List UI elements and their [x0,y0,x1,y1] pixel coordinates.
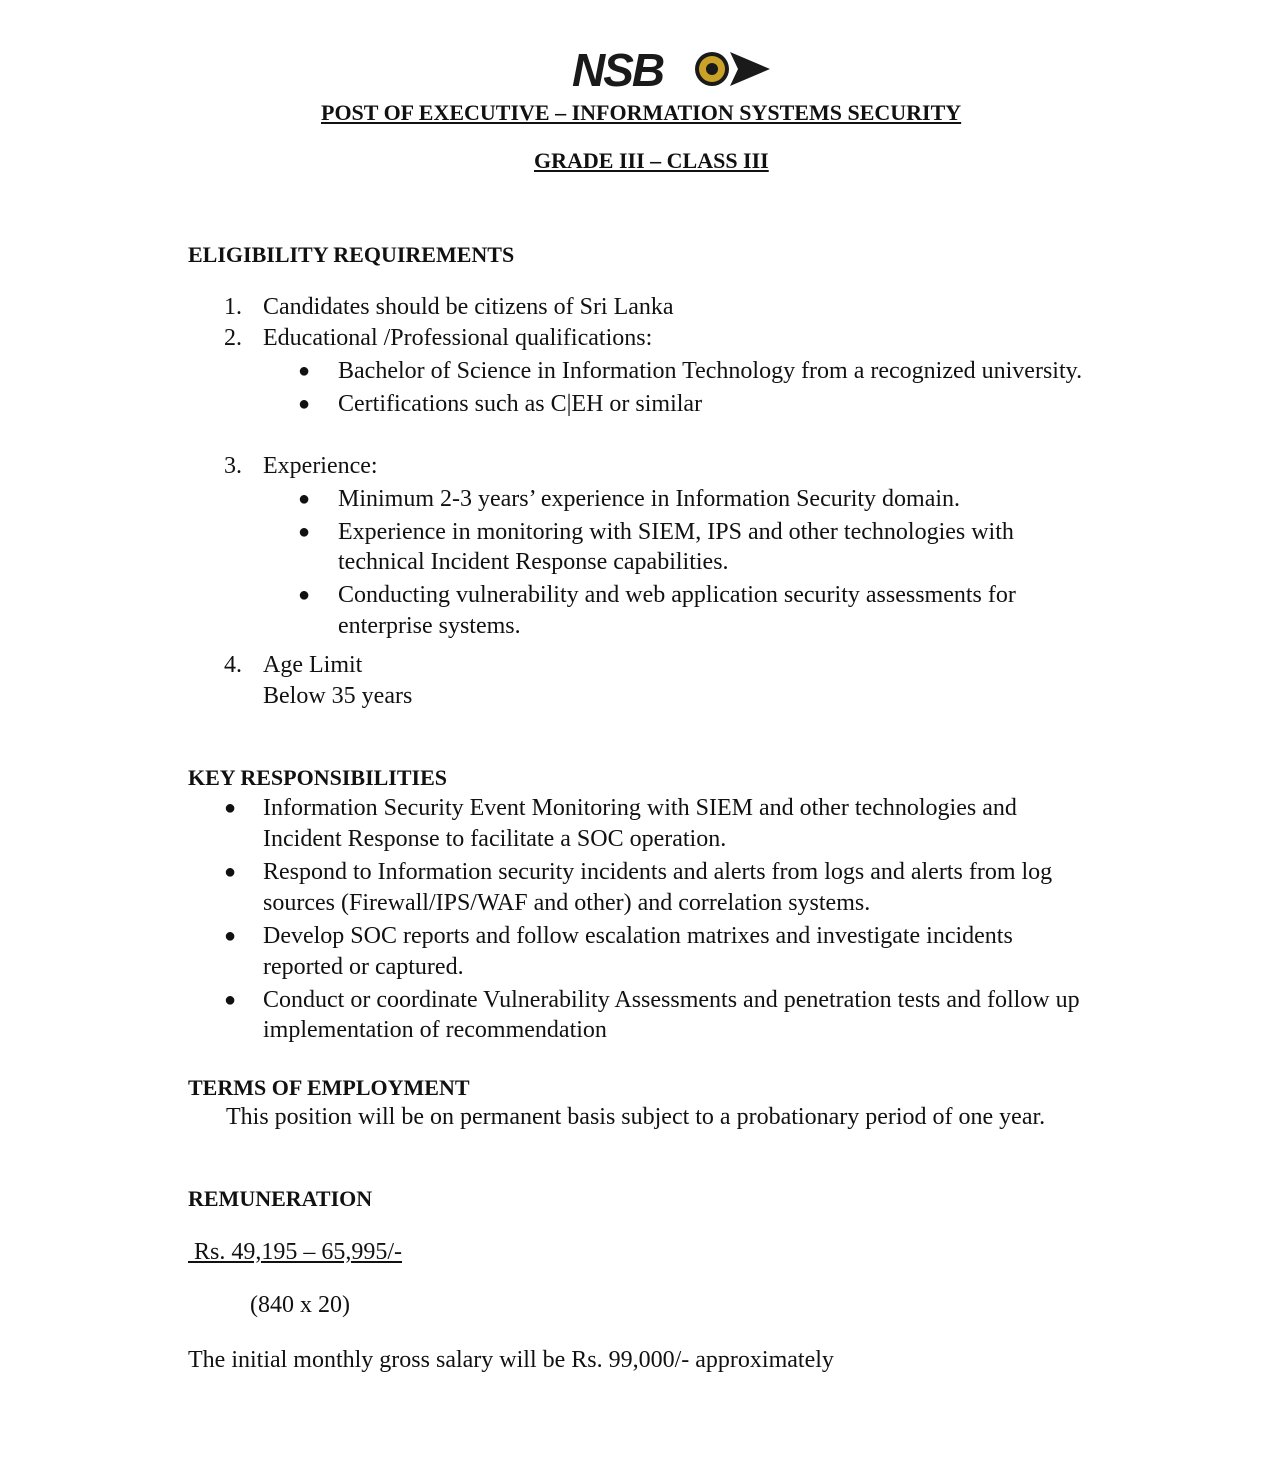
bullet: ● [224,861,237,883]
responsibility-item-cont: reported or captured. [263,954,464,980]
experience-item: Minimum 2-3 years’ experience in Information Security domain. [338,486,961,512]
bullet: ● [298,360,311,382]
nsb-logo [572,44,772,94]
item-number: 2. [224,325,242,351]
svg-text:NSB: NSB [572,44,664,94]
bullet: ● [298,521,311,543]
eligibility-heading: ELIGIBILITY REQUIREMENTS [188,242,515,267]
salary-increment: (840 x 20) [250,1292,350,1318]
item-number: 3. [224,453,242,479]
responsibility-item: Develop SOC reports and follow escalation matrixes and investigate incidents [263,923,1013,949]
terms-text: This position will be on permanent basis subject to a probationary period of one year. [226,1104,1046,1130]
bullet: ● [224,797,237,819]
remuneration-heading: REMUNERATION [188,1186,373,1211]
eligibility-item: Experience: [263,453,378,479]
eligibility-item: Age Limit [263,652,363,678]
salary-range: Rs. 49,195 – 65,995/- [188,1239,403,1265]
bullet: ● [298,393,311,415]
responsibility-item-cont: Incident Response to facilitate a SOC operation. [263,826,727,852]
bullet: ● [298,488,311,510]
document-title: POST OF EXECUTIVE – INFORMATION SYSTEMS SECURITY [321,100,962,125]
bullet: ● [224,925,237,947]
responsibilities-heading: KEY RESPONSIBILITIES [188,765,448,790]
terms-heading: TERMS OF EMPLOYMENT [188,1075,470,1100]
item-number: 4. [224,652,242,678]
responsibility-item: Respond to Information security incidents and alerts from logs and alerts from log [263,859,1053,885]
age-limit-value: Below 35 years [263,683,413,709]
experience-item-cont: enterprise systems. [338,613,521,639]
responsibility-item: Information Security Event Monitoring with SIEM and other technologies and [263,795,1017,821]
responsibility-item-cont: sources (Firewall/IPS/WAF and other) and correlation systems. [263,890,871,916]
qualification-item: Certifications such as C|EH or similar [338,391,703,417]
bullet: ● [224,989,237,1011]
experience-item: Conducting vulnerability and web application security assessments for [338,582,1016,608]
salary-note: The initial monthly gross salary will be Rs. 99,000/- approximately [188,1347,834,1373]
grade-title: GRADE III – CLASS III [534,148,769,173]
experience-item: Experience in monitoring with SIEM, IPS and other technologies with [338,519,1014,545]
item-number: 1. [224,294,242,320]
experience-item-cont: technical Incident Response capabilities. [338,549,729,575]
responsibility-item: Conduct or coordinate Vulnerability Assessments and penetration tests and follow up [263,987,1080,1013]
eligibility-item: Candidates should be citizens of Sri Lanka [263,294,674,320]
eligibility-item: Educational /Professional qualifications: [263,325,653,351]
qualification-item: Bachelor of Science in Information Technology from a recognized university. [338,358,1083,384]
bullet: ● [298,584,311,606]
responsibility-item-cont: implementation of recommendation [263,1017,607,1043]
